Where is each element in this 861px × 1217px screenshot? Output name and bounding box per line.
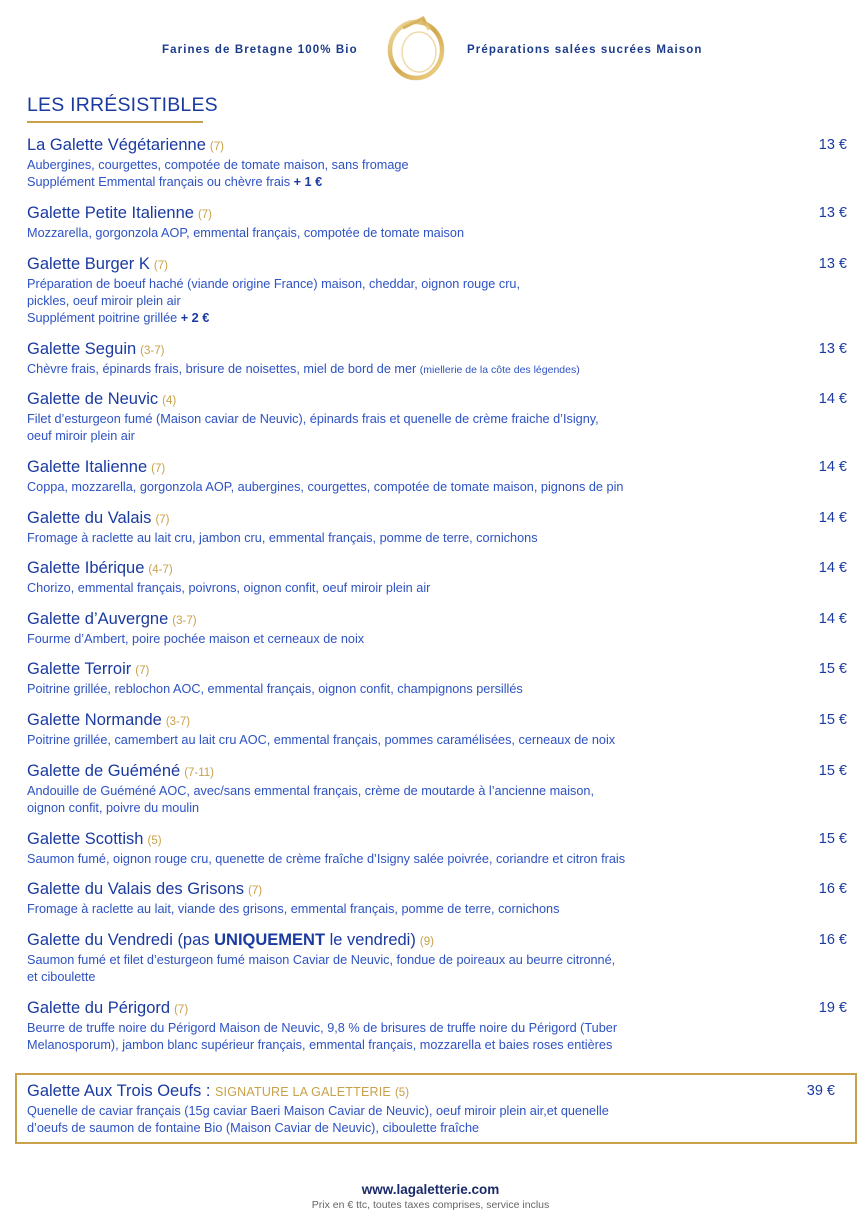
footer-price-note: Prix en € ttc, toutes taxes comprises, service inclus [311,1199,550,1211]
item-name: Galette Scottish [27,830,144,848]
item-allergen: (7) [153,260,168,272]
menu-item [27,204,847,242]
item-description: et ciboulette [27,970,96,984]
item-name: Galette du Périgord [27,999,171,1017]
menu-item [27,509,847,547]
item-allergen: (5) [147,835,162,847]
signature-label: SIGNATURE LA GALETTERIE [215,1085,391,1099]
item-price: 14 € [818,510,847,526]
item-allergen: (3-7) [165,716,191,728]
item-name: Galette Normande [27,711,162,729]
footer-website-link[interactable]: www.lagaletterie.com [361,1182,500,1197]
item-price: 13 € [818,205,847,221]
signature-name: Galette Aux Trois Oeufs : [27,1082,216,1100]
item-allergen: (7) [155,514,170,526]
item-name: Galette Petite Italienne [27,204,194,222]
item-description: d’oeufs de saumon de fontaine Bio (Maison Caviar de Neuvic), ciboulette fraîche [27,1121,480,1135]
item-description: Chèvre frais, épinards frais, brisure de noisettes, miel de bord de mer (miellerie de la côte des légendes) [27,362,580,376]
header-left-tagline: Farines de Bretagne 100% Bio [162,44,358,56]
item-allergen: (3-7) [172,615,197,627]
signature-price: 39 € [806,1083,835,1099]
item-supplement: Supplément poitrine grillée + 2 € [27,311,210,325]
menu-item [27,390,847,445]
item-name: La Galette Végétarienne [27,136,206,154]
item-allergen: (7) [135,665,150,677]
item-allergen: (7) [209,141,224,153]
item-name-emphasis: UNIQUEMENT [214,931,326,949]
item-price: 14 € [818,459,847,475]
item-name: Galette Ibérique [27,559,145,577]
section-title: LES IRRÉSISTIBLES [27,94,218,116]
item-name: Galette Terroir [27,660,132,678]
item-description: Fromage à raclette au lait, viande des grisons, emmental français, pomme de terre, cornichons [27,902,560,916]
menu-item [27,711,847,749]
item-description: Chorizo, emmental français, poivrons, oignon confit, oeuf miroir plein air [27,581,431,595]
item-name: Galette du Valais des Grisons [27,880,245,898]
item-description: Préparation de boeuf haché (viande origine France) maison, cheddar, oignon rouge cru, [27,277,521,291]
item-description: Poitrine grillée, reblochon AOC, emmental français, oignon confit, champignons persillés [27,682,523,696]
item-name: Galette Burger K [27,255,150,273]
item-name: Galette du Valais [27,509,152,527]
item-price: 14 € [818,611,847,627]
item-description: Mozzarella, gorgonzola AOP, emmental français, compotée de tomate maison [27,226,465,240]
menu-item [27,660,847,698]
menu-item [27,880,847,918]
item-description: Fromage à raclette au lait cru, jambon cru, emmental français, pomme de terre, cornichons [27,531,538,545]
item-price: 15 € [818,763,847,779]
menu-item [27,999,847,1054]
item-allergen: (5) [394,1087,410,1099]
item-description: Poitrine grillée, camembert au lait cru AOC, emmental français, pommes caramélisées, cerneaux de noix [27,733,616,747]
item-description: Filet d’esturgeon fumé (Maison caviar de Neuvic), épinards frais et quenelle de crème fraiche d’Isigny, [27,412,599,426]
item-name: Galette du Vendredi (pas UNIQUEMENT le vendredi) (9) [27,931,434,949]
item-allergen: (9) [419,936,434,948]
menu-item [27,559,847,597]
item-allergen: (4) [162,395,177,407]
item-description: Melanosporum), jambon blanc supérieur français, emmental français, mozzarella et baies roses entières [27,1038,613,1052]
menu-item [27,136,847,191]
item-allergen: (7) [248,885,263,897]
supplement-amount: + 1 € [293,175,323,189]
item-allergen: (7) [174,1004,189,1016]
item-name: Galette d’Auvergne [27,610,169,628]
item-price: 14 € [818,560,847,576]
menu-item [27,458,847,496]
menu-item [27,762,847,817]
menu-item [27,830,847,868]
item-allergen: (3-7) [140,345,165,357]
item-description: Quenelle de caviar français (15g caviar Baeri Maison Caviar de Neuvic), oeuf miroir plein air,et quenelle [27,1104,609,1118]
item-price: 16 € [818,932,847,948]
item-allergen: (7-11) [184,767,215,779]
item-allergen: (7) [151,463,166,475]
item-price: 16 € [818,881,847,897]
item-price: 15 € [818,661,847,677]
item-supplement: Supplément Emmental français ou chèvre frais + 1 € [27,175,323,189]
menu-item [27,340,847,379]
item-description: Beurre de truffe noire du Périgord Maison de Neuvic, 9,8 % de brisures de truffe noire du Périgord (Tuber [27,1021,618,1035]
menu-item [27,931,847,986]
item-name: Galette Italienne [27,458,148,476]
item-price: 13 € [818,137,847,153]
item-description: Aubergines, courgettes, compotée de tomate maison, sans fromage [27,158,409,172]
item-price: 13 € [818,256,847,272]
item-description: Coppa, mozzarella, gorgonzola AOP, aubergines, courgettes, compotée de tomate maison, pignons de pin [27,480,624,494]
menu-item [27,610,847,648]
item-price: 15 € [818,831,847,847]
menu-item [27,255,847,327]
section-underline [27,121,203,123]
signature-item [27,1082,835,1137]
item-description-note: (miellerie de la côte des légendes) [419,364,580,376]
item-name: Galette de Guéméné [27,762,181,780]
item-description: oignon confit, poivre du moulin [27,801,200,815]
item-description: pickles, oeuf miroir plein air [27,294,181,308]
item-description: Saumon fumé, oignon rouge cru, quenette de crème fraîche d’Isigny salée poivrée, coriandre et citron frais [27,852,626,866]
item-description: Andouille de Guéméné AOC, avec/sans emmental français, crème de moutarde à l’ancienne maison, [27,784,595,798]
item-description: oeuf miroir plein air [27,429,135,443]
supplement-amount: + 2 € [180,311,210,325]
golden-ring-logo-icon [383,14,449,90]
item-name: Galette Seguin [27,340,137,358]
item-name: Galette de Neuvic [27,390,159,408]
header-right-tagline: Préparations salées sucrées Maison [467,44,703,56]
item-description: Saumon fumé et filet d’esturgeon fumé maison Caviar de Neuvic, fondue de poireaux au beurre citronné, [27,953,616,967]
item-allergen: (7) [197,209,213,221]
item-price: 13 € [818,341,847,357]
item-price: 14 € [818,391,847,407]
item-price: 15 € [818,712,847,728]
item-description: Fourme d’Ambert, poire pochée maison et cerneaux de noix [27,632,365,646]
item-allergen: (4-7) [148,564,173,576]
item-price: 19 € [818,1000,847,1016]
